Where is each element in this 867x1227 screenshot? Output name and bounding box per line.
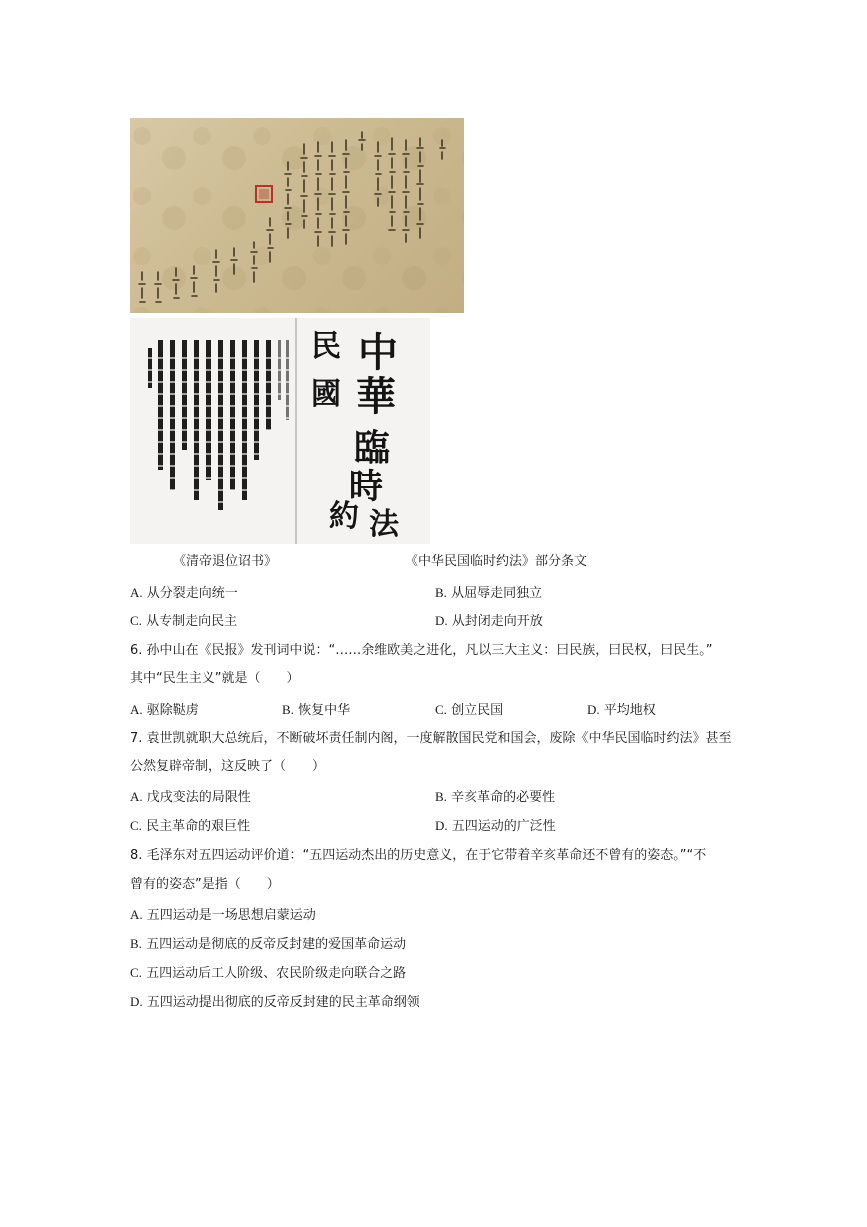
constitution-caption: 《中华民国临时约法》部分条文 (405, 554, 588, 569)
option-letter: A. (130, 702, 143, 717)
title-char-yue: 約 (329, 499, 359, 534)
q7-stem-line1: 7. 袁世凯就职大总统后，不断破坏责任制内阁，一度解散国民党和国会，废除《中华民国临时约法》甚至 (130, 731, 732, 746)
q8-option-a[interactable] (130, 906, 316, 925)
option-text: 从专制走向民主 (146, 614, 238, 629)
title-char-shi: 時 (349, 467, 383, 507)
q6-option-c[interactable] (435, 701, 503, 720)
option-letter: C. (130, 818, 142, 833)
option-text: 恢复中华 (298, 703, 351, 718)
option-letter: A. (130, 907, 143, 922)
q6-stem-line2: 其中“民生主义”就是（ ） (130, 671, 300, 686)
q8-option-b[interactable] (130, 935, 406, 954)
option-letter: C. (130, 613, 142, 628)
option-letter: B. (282, 702, 294, 717)
option-text: 平均地权 (603, 703, 656, 718)
title-char-lin: 臨 (353, 427, 391, 469)
title-char-zhong: 中 (358, 329, 398, 376)
option-text: 五四运动后工人阶级、农民阶级走向联合之路 (146, 966, 407, 981)
option-text: 五四运动是一场思想启蒙运动 (146, 908, 316, 923)
edict-calligraphy-drawing (130, 118, 464, 313)
option-text: 戊戌变法的局限性 (146, 790, 251, 805)
q6-stem-line1: 6. 孙中山在《民报》发刊词中说：“……余维欧美之进化，凡以三大主义：曰民族，曰民权，曰民生。” (130, 643, 713, 658)
option-letter: A. (130, 585, 143, 600)
q7-option-d[interactable] (435, 817, 556, 836)
q7-option-b[interactable] (435, 788, 555, 807)
option-letter: D. (130, 994, 143, 1009)
title-char-hua: 華 (356, 373, 396, 420)
q6-option-b[interactable] (282, 701, 350, 720)
option-letter: D. (435, 818, 448, 833)
option-letter: D. (587, 702, 600, 717)
q5-option-a[interactable] (130, 584, 238, 603)
constitution-print-drawing (130, 318, 430, 544)
option-letter: B. (435, 585, 447, 600)
q5-option-c[interactable] (130, 612, 237, 631)
option-text: 创立民国 (451, 703, 504, 718)
option-text: 从分裂走向统一 (146, 586, 238, 601)
q7-option-a[interactable] (130, 788, 251, 807)
option-text: 辛亥革命的必要性 (451, 790, 556, 805)
title-char-guo: 國 (311, 377, 341, 412)
option-letter: B. (435, 789, 447, 804)
option-letter: B. (130, 936, 142, 951)
q8-option-c[interactable] (130, 964, 406, 983)
edict-caption: 《清帝退位诏书》 (173, 554, 278, 569)
option-text: 从屈辱走同独立 (451, 586, 543, 601)
q6-option-a[interactable] (130, 701, 199, 720)
title-char-fa: 法 (369, 507, 399, 542)
q8-stem-line1: 8. 毛泽东对五四运动评价道：“五四运动杰出的历史意义，在于它带着辛亥革命还不曾有的姿态。”“不 (130, 848, 707, 863)
q7-stem-line2: 公然复辟帝制，这反映了（ ） (130, 759, 326, 774)
q5-option-b[interactable] (435, 584, 542, 603)
q8-option-d[interactable] (130, 993, 420, 1012)
title-char-min: 民 (311, 329, 341, 364)
q7-option-c[interactable] (130, 817, 250, 836)
option-letter: C. (130, 965, 142, 980)
option-text: 五四运动是彻底的反帝反封建的爱国革命运动 (146, 937, 407, 952)
qing-abdication-edict-image (130, 118, 464, 313)
option-letter: D. (435, 613, 448, 628)
provisional-constitution-image (130, 318, 430, 544)
option-text: 五四运动提出彻底的反帝反封建的民主革命纲领 (146, 995, 420, 1010)
q5-option-d[interactable] (435, 612, 543, 631)
option-text: 民主革命的艰巨性 (146, 819, 251, 834)
option-text: 从封闭走向开放 (451, 614, 543, 629)
option-text: 驱除鞑虏 (146, 703, 199, 718)
option-letter: A. (130, 789, 143, 804)
option-text: 五四运动的广泛性 (451, 819, 556, 834)
q8-stem-line2: 曾有的姿态”是指（ ） (130, 877, 280, 892)
option-letter: C. (435, 702, 447, 717)
q6-option-d[interactable] (587, 701, 656, 720)
